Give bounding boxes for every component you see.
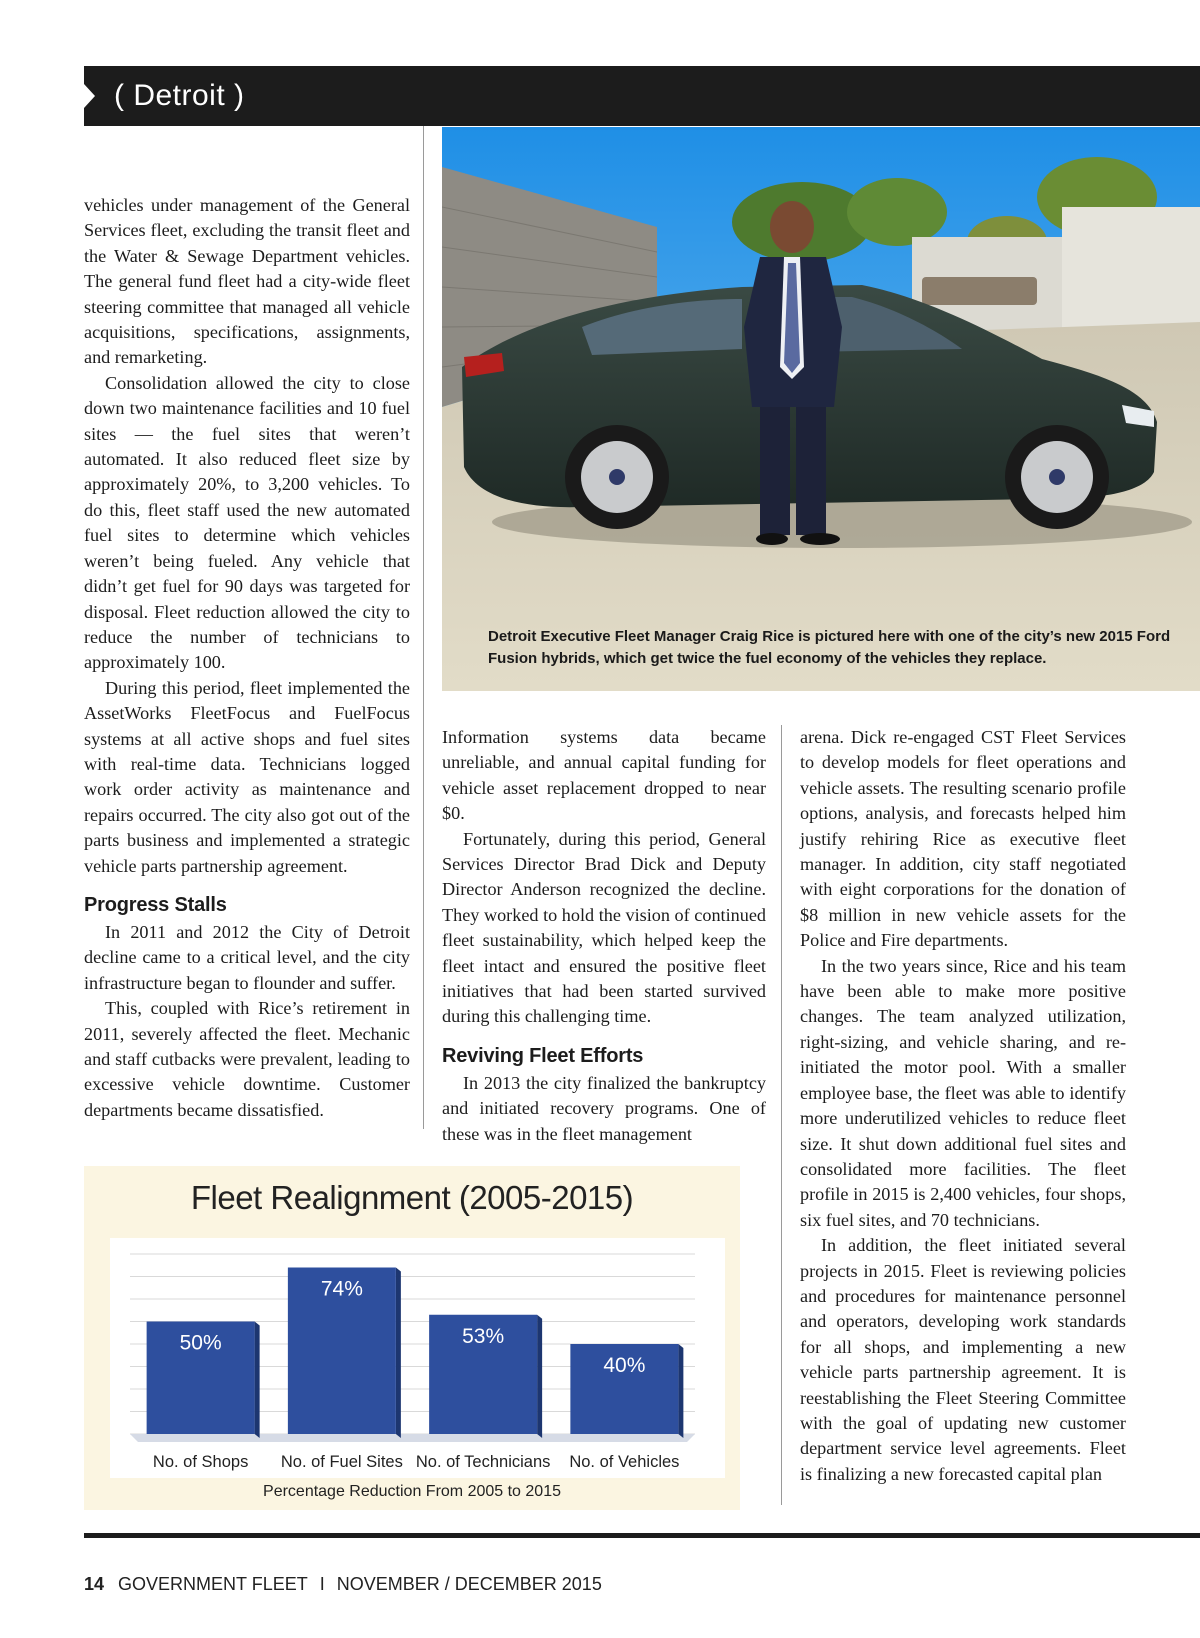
- category-tick-label: No. of Fuel Sites: [280, 1453, 403, 1471]
- bar-value-label: 74%: [320, 1277, 363, 1301]
- bar-side-shade: [678, 1344, 683, 1438]
- chart-floor: [130, 1434, 695, 1442]
- bar-chart: [110, 1238, 725, 1478]
- article-column-2: [442, 725, 766, 1147]
- chart-subtitle: Percentage Reduction From 2005 to 2015: [263, 1483, 561, 1500]
- bar-value-label: 53%: [462, 1324, 505, 1348]
- chart-title: Fleet Realignment (2005-2015): [190, 1179, 634, 1216]
- paragraph: Information systems data became unreliable, and annual capital funding for vehicle asset replacement dropped to near $0.: [442, 727, 766, 824]
- bar-value-label: 50%: [179, 1331, 222, 1355]
- paragraph: Consolidation allowed the city to close down two maintenance facilities and 10 fuel sites — the fuel sites that weren’t automated. It also reduced fleet size by approximately 20%, to 3,200 vehicles. To do this, fleet staff used the new automated fuel sites to determine which vehicles weren’t being fueled. Any vehicle that didn’t get fuel for 90 days was targeted for disposal. Fleet reduction allowed the city to reduce the number of technicians to approximately 100.: [84, 372, 410, 673]
- column-rule: [781, 725, 782, 1505]
- paragraph: arena. Dick re-engaged CST Fleet Services to develop models for fleet operations and vehicle assets. The resulting scenario profile options, analysis, and forecasts helped him justify rehiring Rice as executive fleet manager. In addition, city staff negotiated with eight corporations for the donation of $8 million in new vehicle assets for the Police and Fire departments.: [800, 727, 1126, 951]
- category-tick-label: No. of Shops: [152, 1453, 249, 1471]
- chart-box: [84, 1166, 740, 1510]
- article-photo: [442, 127, 1200, 691]
- page-number: 14: [84, 1574, 105, 1594]
- bar-side-shade: [255, 1322, 260, 1439]
- footer-rule: [84, 1533, 1200, 1538]
- section-title: ( Detroit ): [114, 79, 245, 112]
- section-header-bar: [84, 66, 1200, 126]
- magazine-name: GOVERNMENT FLEET: [118, 1574, 308, 1594]
- bar-value-label: 40%: [603, 1354, 646, 1377]
- photo-caption: Detroit Executive Fleet Manager Craig Rice is pictured here with one of the city’s new 2015 Ford Fusion hybrids, which get twice the fuel economy of the vehicles they replace.: [488, 628, 1171, 667]
- page-footer: [84, 1572, 602, 1596]
- footer-separator: I: [319, 1574, 325, 1594]
- bar-side-shade: [537, 1315, 542, 1438]
- photo-illustration: [442, 127, 1200, 691]
- column-rule: [423, 126, 424, 1129]
- paragraph: In 2013 the city finalized the bankruptcy and initiated recovery programs. One of these was in the fleet management: [442, 1072, 766, 1144]
- subheading-reviving-fleet-efforts: Reviving Fleet Efforts: [442, 1044, 644, 1067]
- paragraph: In addition, the fleet initiated several projects in 2015. Fleet is reviewing policies and procedures for maintenance personnel and operators, developing work standards for all shops, and implementing a new vehicle parts partnership agreement. It is reestablishing the Fleet Steering Committee with the goal of updating new customer department service level agreements. Fleet is finalizing a new forecasted capital plan: [800, 1235, 1126, 1484]
- paragraph: During this period, fleet implemented the AssetWorks FleetFocus and FuelFocus systems at all active shops and fuel sites with real-time data. Technicians logged work order activity as maintenance and repairs occurred. The city also got out of the parts business and implemented a strategic vehicle parts partnership agreement.: [84, 677, 410, 876]
- paragraph: This, coupled with Rice’s retirement in 2011, severely affected the fleet. Mechanic and staff cutbacks were prevalent, leading to excessive vehicle downtime. Customer departments became dissatisfied.: [84, 998, 410, 1120]
- paragraph: In 2011 and 2012 the City of Detroit decline came to a critical level, and the city infrastructure began to flounder and suffer.: [84, 921, 410, 993]
- category-tick-label: No. of Technicians: [415, 1453, 551, 1471]
- issue-date: NOVEMBER / DECEMBER 2015: [336, 1574, 602, 1594]
- paragraph: vehicles under management of the General Services fleet, excluding the transit fleet and the Water & Sewage Department vehicles. The general fund fleet had a city-wide fleet steering committee that managed all vehicle acquisitions, specifications, assignments, and remarketing.: [84, 195, 410, 368]
- article-column-3: [800, 725, 1126, 1487]
- paragraph: In the two years since, Rice and his team have been able to make more positive changes. The team analyzed utilization, right-sizing, and vehicle sharing, and re-initiated the motor pool. With a smaller employee base, the fleet was able to identify more underutilized vehicles to reduce fleet size. It shut down additional fuel sites and consolidated more facilities. The fleet profile in 2015 is 2,400 vehicles, four shops, six fuel sites, and 70 technicians.: [800, 955, 1126, 1230]
- category-tick-label: No. of Vehicles: [569, 1453, 680, 1471]
- paragraph: Fortunately, during this period, General Services Director Brad Dick and Deputy Director Anderson recognized the decline. They worked to hold the vision of continued fleet sustainability, which helped keep the fleet intact and ensured the positive fleet initiatives that had been started survived during this challenging time.: [442, 828, 766, 1027]
- bar-side-shade: [396, 1268, 401, 1439]
- article-column-1: [84, 193, 410, 1123]
- header-notch-decoration: [84, 84, 95, 108]
- subheading-progress-stalls: Progress Stalls: [84, 893, 227, 916]
- chart-panel: [110, 1238, 725, 1478]
